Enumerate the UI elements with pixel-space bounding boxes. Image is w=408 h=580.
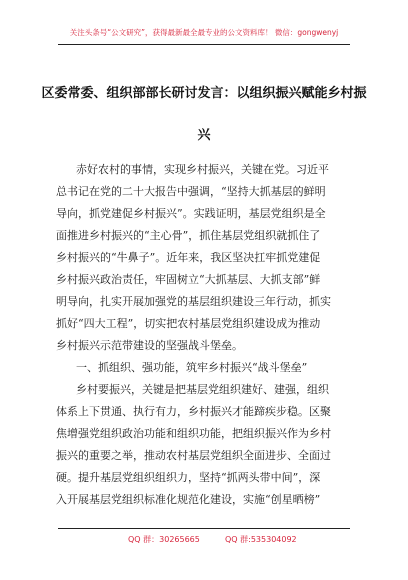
body-line: 振兴的重要之举，推动农村基层党组织全面进步、全面过 (56, 449, 331, 462)
body-line: 乡村要振兴，关键是把基层党组织建好、建强，组织 (76, 383, 329, 396)
document-body (56, 159, 356, 511)
body-line: 一、抓组织、强功能，筑牢乡村振兴“战斗堡垒” (76, 361, 308, 374)
body-line: 乡村振兴的“牛鼻子”。近年来，我区坚决扛牢抓党建促 (56, 251, 321, 264)
footer-qq-group-1: QQ 群：30265665 (128, 535, 200, 544)
document-title-line-2: 兴 (197, 128, 211, 143)
footer-qq-group-2: QQ 群:535304092 (225, 535, 297, 544)
body-line: 抓好“四大工程”，切实把农村基层党组织建设成为推动 (56, 317, 321, 330)
body-line: 赤好农村的事情，实现乡村振兴，关键在党。习近平 (76, 163, 329, 176)
body-line: 导向，抓党建促乡村振兴”。实践证明，基层党组织是全 (56, 207, 326, 220)
body-line: 体系上下贯通、执行有力，乡村振兴才能蹄疾步稳。区聚 (56, 405, 331, 418)
document-title-line-1: 区委常委、组织部部长研讨发言：以组织振兴赋能乡村振 (41, 86, 367, 101)
body-line: 焦增强党组织政治功能和组织功能，把组织振兴作为乡村 (56, 427, 331, 440)
header-divider (58, 44, 350, 45)
body-line: 总书记在党的二十大报告中强调，“坚持大抓基层的鲜明 (56, 185, 326, 198)
header-promo-note: 关注头条号“公文研究”，获得最新最全最专业的公文资料库！ 微信：gongwenyj (69, 28, 339, 37)
body-line: 乡村振兴政治责任，牢固树立“大抓基层、大抓支部”鲜 (56, 273, 321, 286)
body-line: 乡村振兴示范带建设的坚强战斗堡垒。 (56, 339, 243, 352)
body-line: 入开展基层党组织标准化规范化建设，实施“创星晒榜” (56, 493, 321, 506)
footer-divider (58, 528, 350, 529)
body-line: 面推进乡村振兴的“主心骨”，抓住基层党组织就抓住了 (56, 229, 321, 242)
body-line: 明导向，扎实开展加强党的基层组织建设三年行动，抓实 (56, 295, 331, 308)
body-line: 硬。提升基层党组织组织力，坚持“抓两头带中间”，深 (56, 471, 321, 484)
